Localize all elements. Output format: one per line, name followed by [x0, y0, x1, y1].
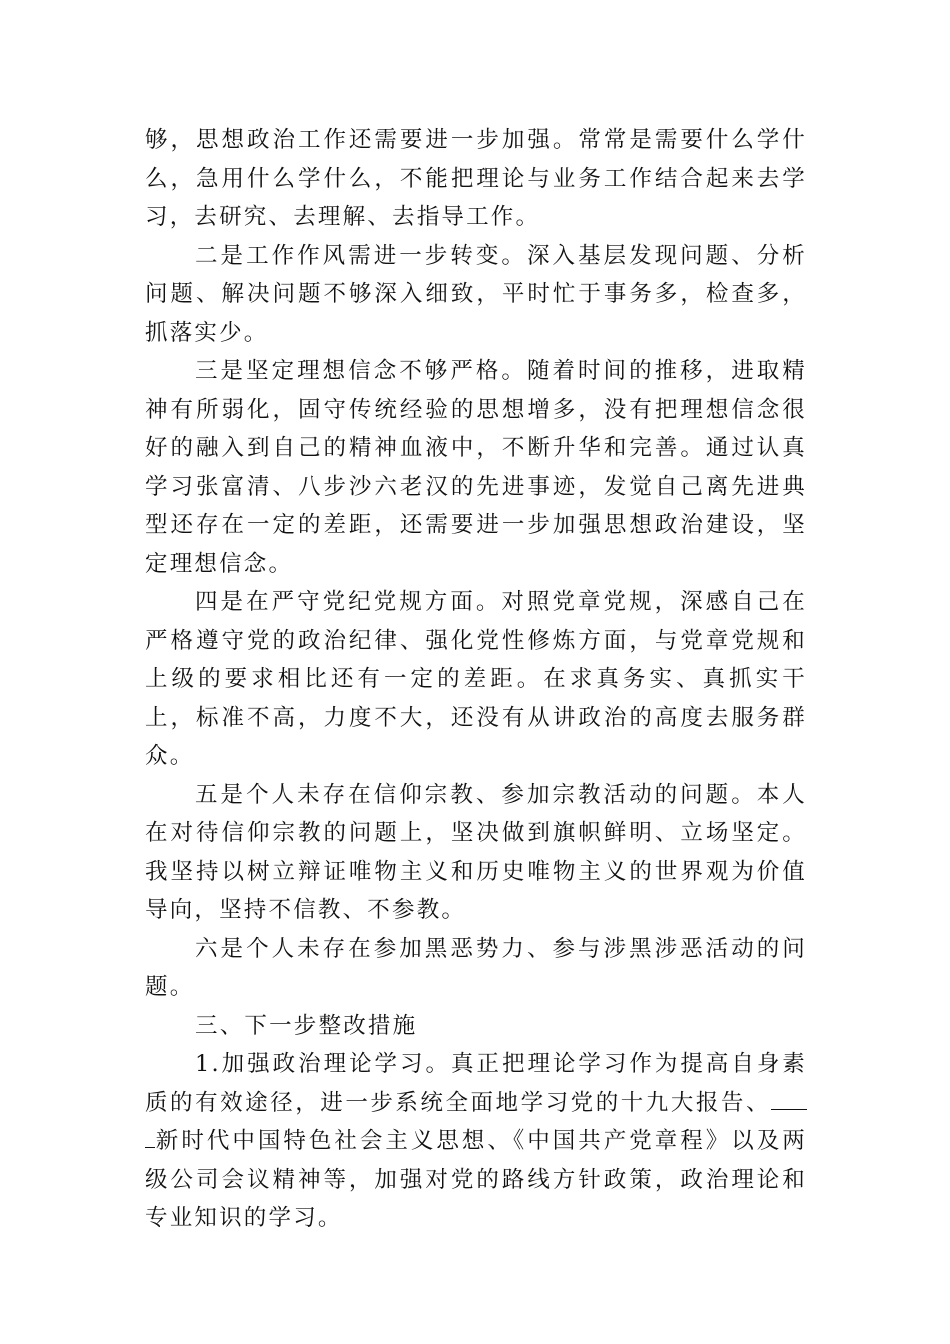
- paragraph-study-theory-part1: 1.加强政治理论学习。真正把理论学习作为提高自身素质的有效途径，进一步系统全面地学习党的十九大报告、: [145, 1051, 807, 1116]
- paragraph-study-theory-part2: 新时代中国特色社会主义思想、《中国共产党章程》以及两级公司会议精神等，加强对党的路线方针政策，政治理论和专业知识的学习。: [145, 1128, 807, 1231]
- paragraph-religion: 五是个人未存在信仰宗教、参加宗教活动的问题。本人在对待信仰宗教的问题上，坚决做到旗帜鲜明、立场坚定。我坚持以树立辩证唯物主义和历史唯物主义的世界观为价值导向，坚持不信教、不参教。: [145, 781, 807, 923]
- paragraph-party-discipline: 四是在严守党纪党规方面。对照党章党规，深感自己在严格遵守党的政治纪律、强化党性修炼方面，与党章党规和上级的要求相比还有一定的差距。在求真务实、真抓实干上，标准不高，力度不大，还没有从讲政治的高度去服务群众。: [145, 589, 807, 769]
- blank-underline-cont: [145, 1129, 155, 1148]
- paragraph-work-style: 二是工作作风需进一步转变。深入基层发现问题、分析问题、解决问题不够深入细致，平时忙于事务多，检查多，抓落实少。: [145, 242, 807, 346]
- section-heading-rectification: 三、下一步整改措施: [195, 1012, 418, 1039]
- paragraph-gangs: 六是个人未存在参加黑恶势力、参与涉黑涉恶活动的问题。: [145, 935, 807, 1000]
- document-body: [145, 121, 807, 1238]
- blank-underline: [771, 1091, 807, 1110]
- paragraph-ideals-beliefs: 三是坚定理想信念不够严格。随着时间的推移，进取精神有所弱化，固守传统经验的思想增多，没有把理想信念很好的融入到自己的精神血液中，不断升华和完善。通过认真学习张富清、八步沙六老汉的先进事迹，发觉自己离先进典型还存在一定的差距，还需要进一步加强思想政治建设，坚定理想信念。: [145, 358, 807, 577]
- paragraph-study-theory: [145, 1045, 807, 1238]
- paragraph-continuation: 够，思想政治工作还需要进一步加强。常常是需要什么学什么，急用什么学什么，不能把理论与业务工作结合起来去学习，去研究、去理解、去指导工作。: [145, 127, 807, 230]
